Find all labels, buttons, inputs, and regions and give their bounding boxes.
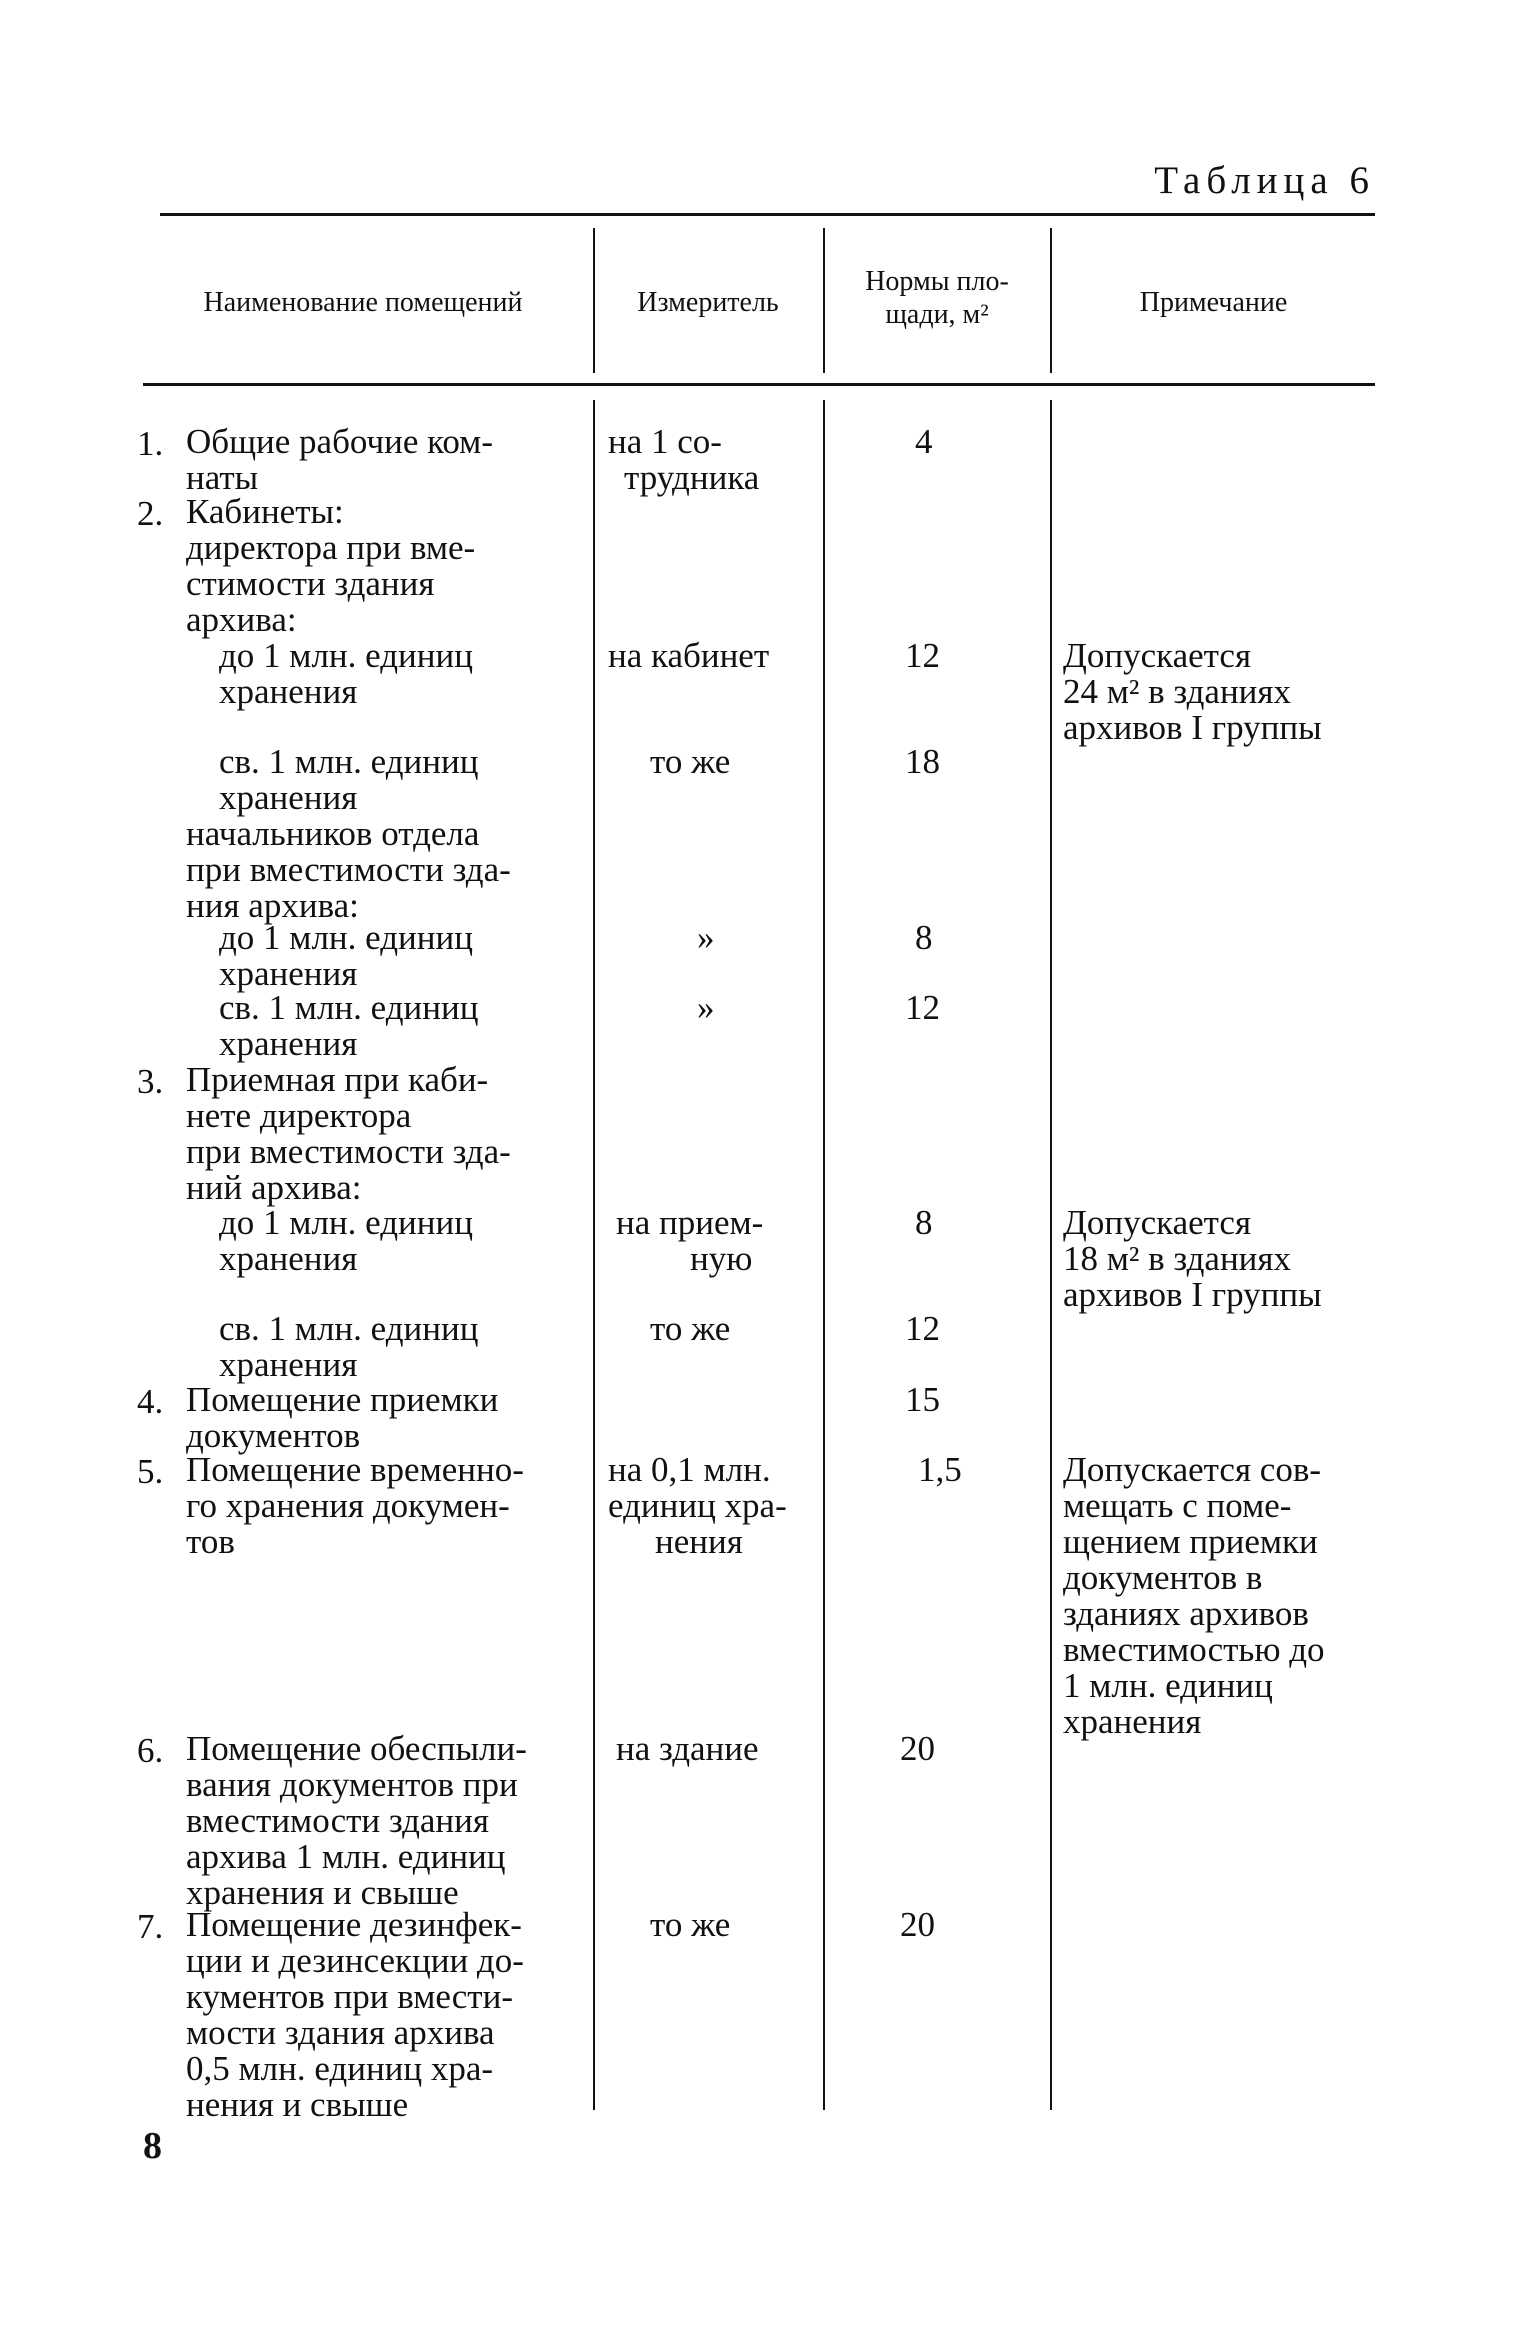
room-name-line: ний архива: xyxy=(186,1168,362,1207)
room-name-line: хранения xyxy=(219,1345,358,1384)
room-name-line: хранения xyxy=(219,778,358,817)
norm-value: 1,5 xyxy=(918,1450,962,1489)
page-number: 8 xyxy=(143,2125,162,2167)
room-name-line: го хранения докумен- xyxy=(186,1486,510,1525)
top-rule xyxy=(160,213,1375,216)
row-number: 1. xyxy=(137,424,164,463)
room-name-line: св. 1 млн. единиц xyxy=(219,988,479,1027)
norm-value: 12 xyxy=(905,988,940,1027)
room-name-line: архива: xyxy=(186,600,297,639)
header-separator-1 xyxy=(593,228,595,373)
row-number: 5. xyxy=(137,1452,164,1491)
row-number: 4. xyxy=(137,1382,164,1421)
room-name-line: архива 1 млн. единиц xyxy=(186,1837,506,1876)
note-line: Допускается xyxy=(1063,1203,1252,1242)
room-name-line: документов xyxy=(186,1416,361,1455)
norm-value: 12 xyxy=(905,636,940,675)
row-number: 7. xyxy=(137,1907,164,1946)
note-line: Допускается сов- xyxy=(1063,1450,1322,1489)
room-name-line: до 1 млн. единиц xyxy=(219,636,473,675)
room-name-line: Помещение временно- xyxy=(186,1450,524,1489)
note-line: щением приемки xyxy=(1063,1522,1318,1561)
unit-line: на прием- xyxy=(616,1203,764,1242)
room-name-line: хранения xyxy=(219,672,358,711)
body-separator-1 xyxy=(593,400,595,2110)
room-name-line: при вместимости зда- xyxy=(186,1132,511,1171)
room-name-line: Помещение приемки xyxy=(186,1380,499,1419)
room-name-line: тов xyxy=(186,1522,235,1561)
note-line: документов в xyxy=(1063,1558,1263,1597)
row-number: 6. xyxy=(137,1731,164,1770)
room-name-line: директора при вме- xyxy=(186,528,476,567)
room-name-line: при вместимости зда- xyxy=(186,850,511,889)
header-unit: Измеритель xyxy=(637,287,779,318)
room-name-line: ния архива: xyxy=(186,886,359,925)
room-name-line: до 1 млн. единиц xyxy=(219,1203,473,1242)
header-norm-line-1: Нормы пло- xyxy=(865,266,1009,297)
body-separator-3 xyxy=(1050,400,1052,2110)
room-name-line: Кабинеты: xyxy=(186,492,344,531)
unit-line: нения xyxy=(655,1522,743,1561)
room-name-line: вместимости здания xyxy=(186,1801,489,1840)
row-number: 2. xyxy=(137,494,164,533)
unit-line: то же xyxy=(650,1905,731,1944)
table-title: Таблица 6 xyxy=(1154,159,1375,202)
note-line: Допускается xyxy=(1063,636,1252,675)
room-name-line: хранения и свыше xyxy=(186,1873,459,1912)
unit-line: ную xyxy=(690,1239,753,1278)
note-line: зданиях архивов xyxy=(1063,1594,1309,1633)
room-name-line: кументов при вмести- xyxy=(186,1977,513,2016)
room-name-line: хранения xyxy=(219,954,358,993)
header-separator-3 xyxy=(1050,228,1052,373)
header-bottom-rule xyxy=(143,383,1375,386)
norm-value: 20 xyxy=(900,1905,935,1944)
room-name-line: Помещение дезинфек- xyxy=(186,1905,522,1944)
room-name-line: нете директора xyxy=(186,1096,412,1135)
norm-value: 12 xyxy=(905,1309,940,1348)
norm-value: 8 xyxy=(915,918,933,957)
unit-line: трудника xyxy=(624,458,760,497)
room-name-line: мости здания архива xyxy=(186,2013,495,2052)
header-norm-line-2: щади, м² xyxy=(885,299,989,330)
note-line: 18 м² в зданиях xyxy=(1063,1239,1292,1278)
unit-line: на здание xyxy=(616,1729,759,1768)
room-name-line: вания документов при xyxy=(186,1765,518,1804)
unit-line: на 1 со- xyxy=(608,422,722,461)
unit-line: то же xyxy=(650,1309,731,1348)
room-name-line: стимости здания xyxy=(186,564,435,603)
note-line: архивов I группы xyxy=(1063,708,1322,747)
note-line: 1 млн. единиц xyxy=(1063,1666,1273,1705)
room-name-line: начальников отдела xyxy=(186,814,480,853)
room-name-line: до 1 млн. единиц xyxy=(219,918,473,957)
note-line: хранения xyxy=(1063,1702,1202,1741)
header-separator-2 xyxy=(823,228,825,373)
norm-value: 8 xyxy=(915,1203,933,1242)
header-note: Примечание xyxy=(1139,287,1288,318)
norm-value: 18 xyxy=(905,742,940,781)
room-name-line: хранения xyxy=(219,1024,358,1063)
room-name-line: наты xyxy=(186,458,259,497)
room-name-line: св. 1 млн. единиц xyxy=(219,742,479,781)
room-name-line: св. 1 млн. единиц xyxy=(219,1309,479,1348)
room-name-line: Помещение обеспыли- xyxy=(186,1729,527,1768)
body-separator-2 xyxy=(823,400,825,2110)
note-line: 24 м² в зданиях xyxy=(1063,672,1292,711)
norm-value: 4 xyxy=(915,422,933,461)
unit-line: единиц хра- xyxy=(608,1486,787,1525)
room-name-line: хранения xyxy=(219,1239,358,1278)
note-line: вместимостью до xyxy=(1063,1630,1325,1669)
header-name: Наименование помещений xyxy=(203,287,523,318)
room-name-line: Общие рабочие ком- xyxy=(186,422,493,461)
ditto-mark: » xyxy=(697,918,715,957)
unit-line: на кабинет xyxy=(608,636,770,675)
room-name-line: ции и дезинсекции до- xyxy=(186,1941,524,1980)
norm-value: 15 xyxy=(905,1380,940,1419)
unit-line: на 0,1 млн. xyxy=(608,1450,771,1489)
unit-line: то же xyxy=(650,742,731,781)
room-name-line: 0,5 млн. единиц хра- xyxy=(186,2049,494,2088)
ditto-mark: » xyxy=(697,988,715,1027)
row-number: 3. xyxy=(137,1062,164,1101)
room-name-line: нения и свыше xyxy=(186,2085,409,2124)
room-name-line: Приемная при каби- xyxy=(186,1060,489,1099)
note-line: мещать с поме- xyxy=(1063,1486,1292,1525)
norm-value: 20 xyxy=(900,1729,935,1768)
note-line: архивов I группы xyxy=(1063,1275,1322,1314)
